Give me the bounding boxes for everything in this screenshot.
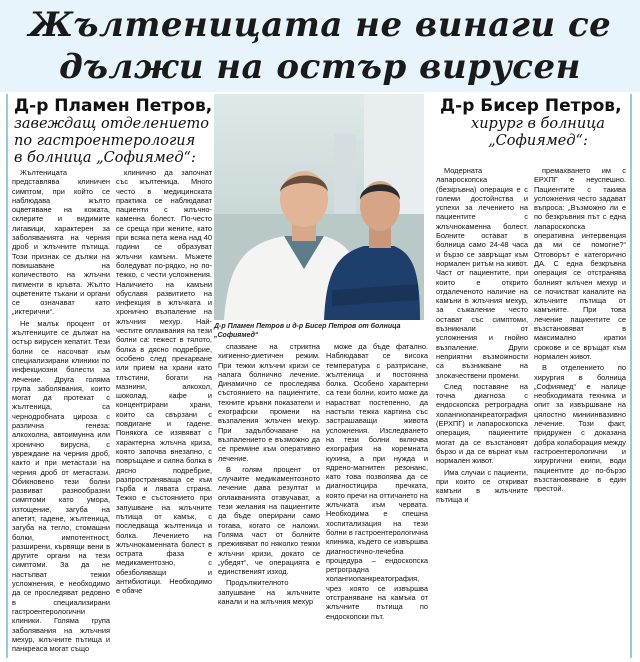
paragraph: В голям процент от случаите медикаментозното лечение дава резултат и оплакванията отзвучават, а тези желания на пациентите да бъде оперирани само тогава, когато се наложи. Голяма част от болните преживяват по няколко тежки жлъчни кризи, докато се „убедят“, че операцията е единственият изход. (218, 464, 320, 577)
byline-right-role-1: хирург в болница (471, 116, 605, 132)
paragraph: Не малък процент от жълтениците се дължат на остър вирусен хепатит. Тези болни се насочват към специализирани клиники по инфекциозни болести за лечение. Друга голяма група заболявания, които могат да протекат с жълтеница, са чернодробната цироза с различна генеза: алкохолна, автоимунна или хронично вирусна, с увреждане на черния дроб, както и при метастази на черния дроб от метастази. Обикновено тези болни развиват разнообразни симптоми като умора, изтощение, загуба на апетит, гадене, жълтеница, загуба на тегло, стомашни болки, импотентност, разширени, кървящи вени в другите органи на тези симптоми. За да не настъпват тежки усложнения, е необходимо да се проследяват редовно в специализирани гастроентерологични клиники. Голяма група заболявания на жлъчния мехур, жлъчните пътища и панкреаса могат също (12, 318, 110, 654)
article-column-5 (436, 166, 528, 658)
byline-left (14, 96, 214, 167)
paragraph: Модерната лапароскопска (безкръвна) операция е с големи достойнства и успехи за лечението на пациентите с жлъчнокаменна болест. Болните остават в болница само 24-48 часа и бързо се завръщат към нормален ритъм на живот. Част от пациентите, при които е открито отдалеченото наличие на камъни в жлъчния мехур, за съжаление често остават със симптоми, възникнали от усложнения и гнойно възпаление. Други неприятни възможности са възникване на злокачествени промени. (436, 166, 528, 380)
column-rule-right (630, 94, 632, 658)
doctors-illustration (214, 94, 424, 320)
paragraph: премахването им с ЕРХПГ е неуспешно. Пациентите с такива усложнения често задават въпроса: „Възможно ли е по безкръвния път с една лапароскопска оперативна интервенция да ми се помогне?“ Отговорът е категорично ДА. С една безкръвна операция се отстранява болният жлъчен мехур и се почистват каналите на жлъчните пътища от камъните. При това лечение пациентите се възстановяват в максимално кратки срокове и се връщат към нормален живот. (534, 166, 626, 361)
paragraph: Има случаи с пациенти, при които се откриват камъни в жлъчните пътища и (436, 467, 528, 505)
paragraph: може да бъде фатално. Наблюдават се висока температура с разтрисане, жълтеница и постоянна болка. Особено характерни са тези болни, които може да нарастват постепенно, да настъпи тежка картина със застрашаващи живота усложнения. Изследването на тези болни включва ехография на коремната кухина, а при нужда и ядрено-магнитен резонанс, като това позволява да се диагностицира пречката, която пречи на оттичането на жлъчката към червата. Необходима е спешна хоспитализация на тези болни в гастроентерологична клиника, където се извършва диагностично-лечебна процедура – ендоскопска ретроградна холангиопанкреатография, чрез която се извършва отстраняване на камъка от жлъчните пътища по ендоскопски път. (326, 342, 428, 621)
article-column-4 (326, 342, 428, 658)
byline-left-role-1: завеждащ отделението (14, 116, 210, 132)
paragraph: Жълтеницата представлява клиничен симптом, при който се наблюдава жълто оцветяване на кожата, склерите и видимите лигавици, характерен за заболяванията на черния дроб и жлъчните пътища. Този признак се дължи на повишаване на количеството на жлъчни пигменти в кръвта. Жълто оцветените тъкани и органи се означават като „иктерични“. (12, 168, 110, 317)
headline-line-1: Жълтеницата не винаги се (28, 5, 612, 45)
paragraph: Продължителното запушване на жлъчните канали и на жлъчния мехур (218, 578, 320, 607)
article-column-1 (12, 168, 110, 658)
photo-caption: Д-р Пламен Петров и д-р Бисер Петров от болница „Софиямед“ (214, 323, 401, 339)
paragraph: След поставяне на точна диагноза с ендоскопска ретроградна холангиопанкреатография (ЕРХПГ) и лапароскопска операция, пациентите могат да се възстановят бързо и да се върнат към нормален живот. (436, 381, 528, 466)
paragraph: клинично да започнат със жълтеница. Много често в медицинската практика се наблюдават пациенти с жлъчно-каменна болест. По-често се среща при жените, като при всяка пета жена над 40 години се образуват жлъчни камъни. Мъжете боледуват по-рядко, но по-тежко, с чести усложнения. Наличието на камъни обуславя развитието на инфекция в жлъчката и хронично възпаление на жлъчния мехур. Най-честите оплаквания на тези болни са: тежест в тялото, болка в дясно подребрие, особено след прекарване или прием на храни като тлъстини, богати на мазнини, алкохол, шоколад, кафе и концентрирани храни, които са свързани с повдигане и гадене. Понякога се изявяват с характерна жлъчна криза, която започва внезапно, с повръщане и силна болка в дясно подребрие, разпространяваща се към гърба и лявата страна. Тежко е състоянието при запушване на жлъчните пътища от камък, с последваща жълтеница и болка. Лечението на жлъчнокаменната болест в острата фаза е медикаментозно, с обезболяващи и антибиотици. Необходимо е обаче (116, 168, 212, 596)
byline-left-role-2: по гастроентерология (14, 133, 196, 149)
column-rule-left (6, 94, 8, 658)
byline-right-name: Д-р Бисер Петров, (440, 96, 622, 116)
paragraph: спазване на стриктна хигиенно-диетичен режим. При тежки жлъчни кризи се налага болнично лечение. Динамично се проследява състоянието на пациентите, техните кръвни показатели и ехографски промени на възпаления жлъчен мехур. При задълбочаване на възпалението е възможно да се премине към оперативно лечение. (218, 342, 320, 463)
doctors-photo (214, 94, 424, 320)
byline-right (440, 96, 636, 150)
byline-right-role-2: „Софиямед“: (488, 133, 588, 149)
article-column-6 (534, 166, 626, 658)
headline-line-2: дължи на остър вирусен (59, 47, 581, 87)
paragraph: В отделението по хирургия в болница „Софиямед“ е налице необходимата техника и опит за извършване на цялостно миниинвазивно лечение. Този факт, придружен с доказана добра колаборация между гастроентерологични и хирургични екипи, води пациентите до по-бързо възстановяване в един престой. (534, 363, 626, 494)
headline (0, 0, 640, 92)
article-column-2 (116, 168, 212, 658)
article-column-3 (218, 342, 320, 658)
byline-left-role-3: в болница „Софиямед“: (14, 150, 196, 166)
byline-left-name: Д-р Пламен Петров, (14, 96, 213, 116)
